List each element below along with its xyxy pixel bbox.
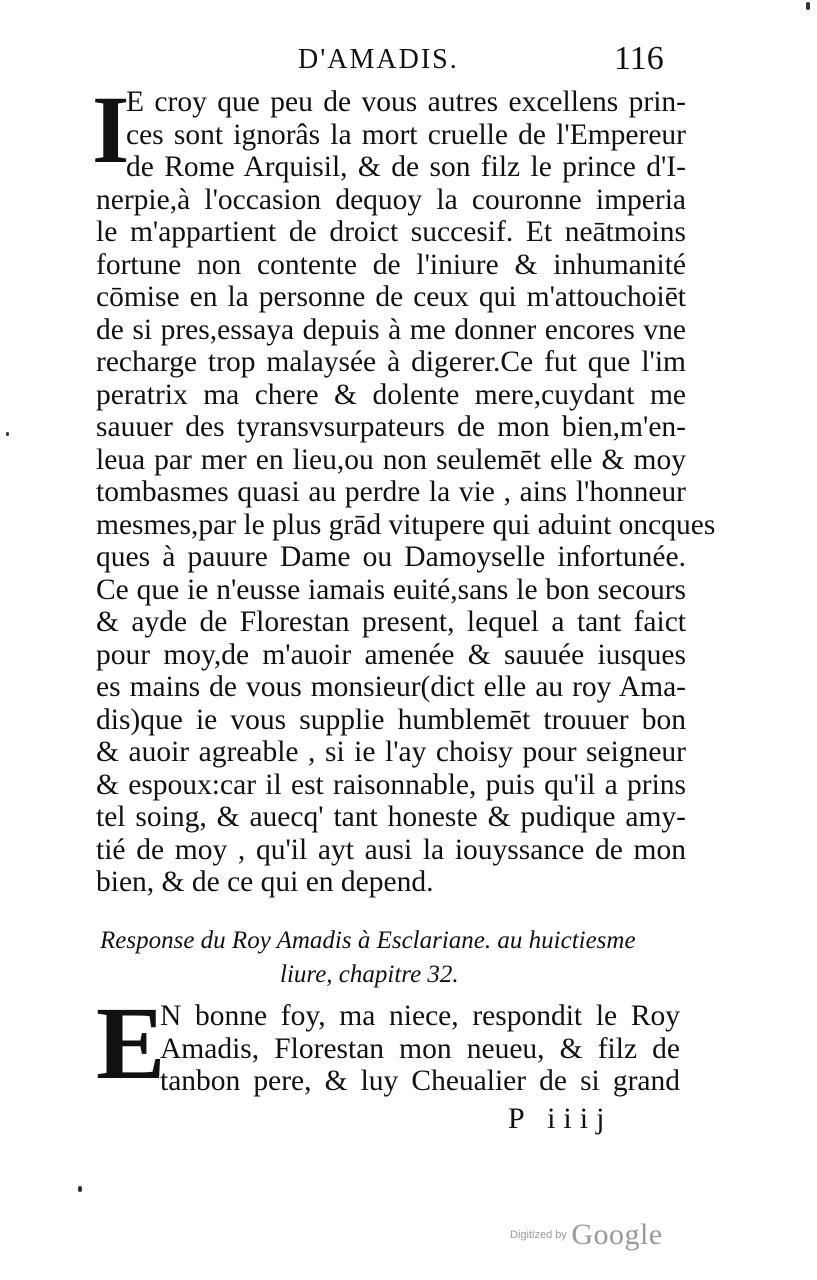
heading-line-2: liure, chapitre 32. [280, 961, 459, 988]
text-line: Amadis, Florestan mon neueu, & filz de [160, 1032, 680, 1065]
paragraph-1 [96, 86, 716, 899]
ink-speck [6, 432, 9, 436]
text-line: bien, & de ce qui en depend. [96, 866, 434, 898]
text-line: dis)que ie vous supplie humblemēt trouuer bon [96, 703, 686, 736]
drop-capital: I [92, 76, 130, 183]
page-header [0, 38, 817, 78]
text-line: tombasmes quasi au perdre la vie , ains l'honneur [96, 476, 686, 508]
text-line: E croy que peu de vous autres excellens prin- [126, 86, 686, 118]
text-line: Ce que ie n'eusse iamais euité,sans le bon secours [96, 573, 686, 606]
text-line: cōmise en la personne de ceux qui m'attouchoiēt [96, 281, 686, 313]
text-line: & auoir agreable , si ie l'ay choisy pour seigneur [96, 736, 686, 768]
text-line: ques à pauure Dame ou Damoyselle infortunée. [96, 541, 686, 573]
heading-line-1: Response du Roy Amadis à Esclariane. au huictiesme [100, 927, 636, 954]
text-line: pour moy,de m'auoir amenée & sauuée iusques [96, 638, 686, 671]
section-heading [100, 924, 680, 992]
signature-mark: P iiij [508, 1102, 613, 1135]
ink-speck [78, 1186, 82, 1192]
drop-capital: E [96, 986, 166, 1101]
ink-speck [806, 2, 810, 10]
text-line: tel soing, & auecq' tant honeste & pudique amy- [96, 801, 686, 833]
text-line: es mains de vous monsieur(dict elle au roy Ama- [96, 671, 686, 703]
google-logo: Google [571, 1218, 663, 1251]
text-line: & espoux:car il est raisonnable, puis qu'il a prins [96, 768, 686, 801]
text-line: mesmes,par le plus grād vitupere qui aduint oncques [96, 508, 716, 541]
text-line: nerpie,à l'occasion dequoy la couronne imperia [96, 183, 686, 216]
running-head: D'AMADIS. [298, 44, 459, 75]
page-number: 116 [614, 40, 664, 77]
text-line: ces sont ignorâs la mort cruelle de l'Empereur [126, 118, 686, 151]
text-line: fortune non contente de l'iniure & inhumanité [96, 248, 686, 281]
text-line: tié de moy , qu'il ayt ausi la iouyssance de mon [96, 833, 686, 866]
text-line: de si pres,essaya depuis à me donner encores vne [96, 313, 686, 346]
text-line: de Rome Arquisil, & de son filz le prince d'I- [126, 151, 686, 183]
text-line: leua par mer en lieu,ou non seulemēt elle & moy [96, 443, 686, 476]
paragraph-2 [100, 1000, 680, 1098]
text-line: sauuer des tyransvsurpateurs de mon bien,m'en- [96, 411, 686, 443]
digitization-watermark [510, 1218, 663, 1252]
text-line: peratrix ma chere & dolente mere,cuydant me [96, 378, 686, 411]
text-line: N bonne foy, ma niece, respondit le Roy [160, 1000, 680, 1032]
text-line: tanbon pere, & luy Cheualier de si grand [160, 1065, 680, 1097]
text-line: & ayde de Florestan present, lequel a tant faict [96, 606, 686, 638]
watermark-prefix: Digitized by [510, 1229, 567, 1241]
text-line: le m'appartient de droict succesif. Et neātmoins [96, 216, 686, 248]
text-line: recharge trop malaysée à digerer.Ce fut que l'im [96, 346, 686, 378]
